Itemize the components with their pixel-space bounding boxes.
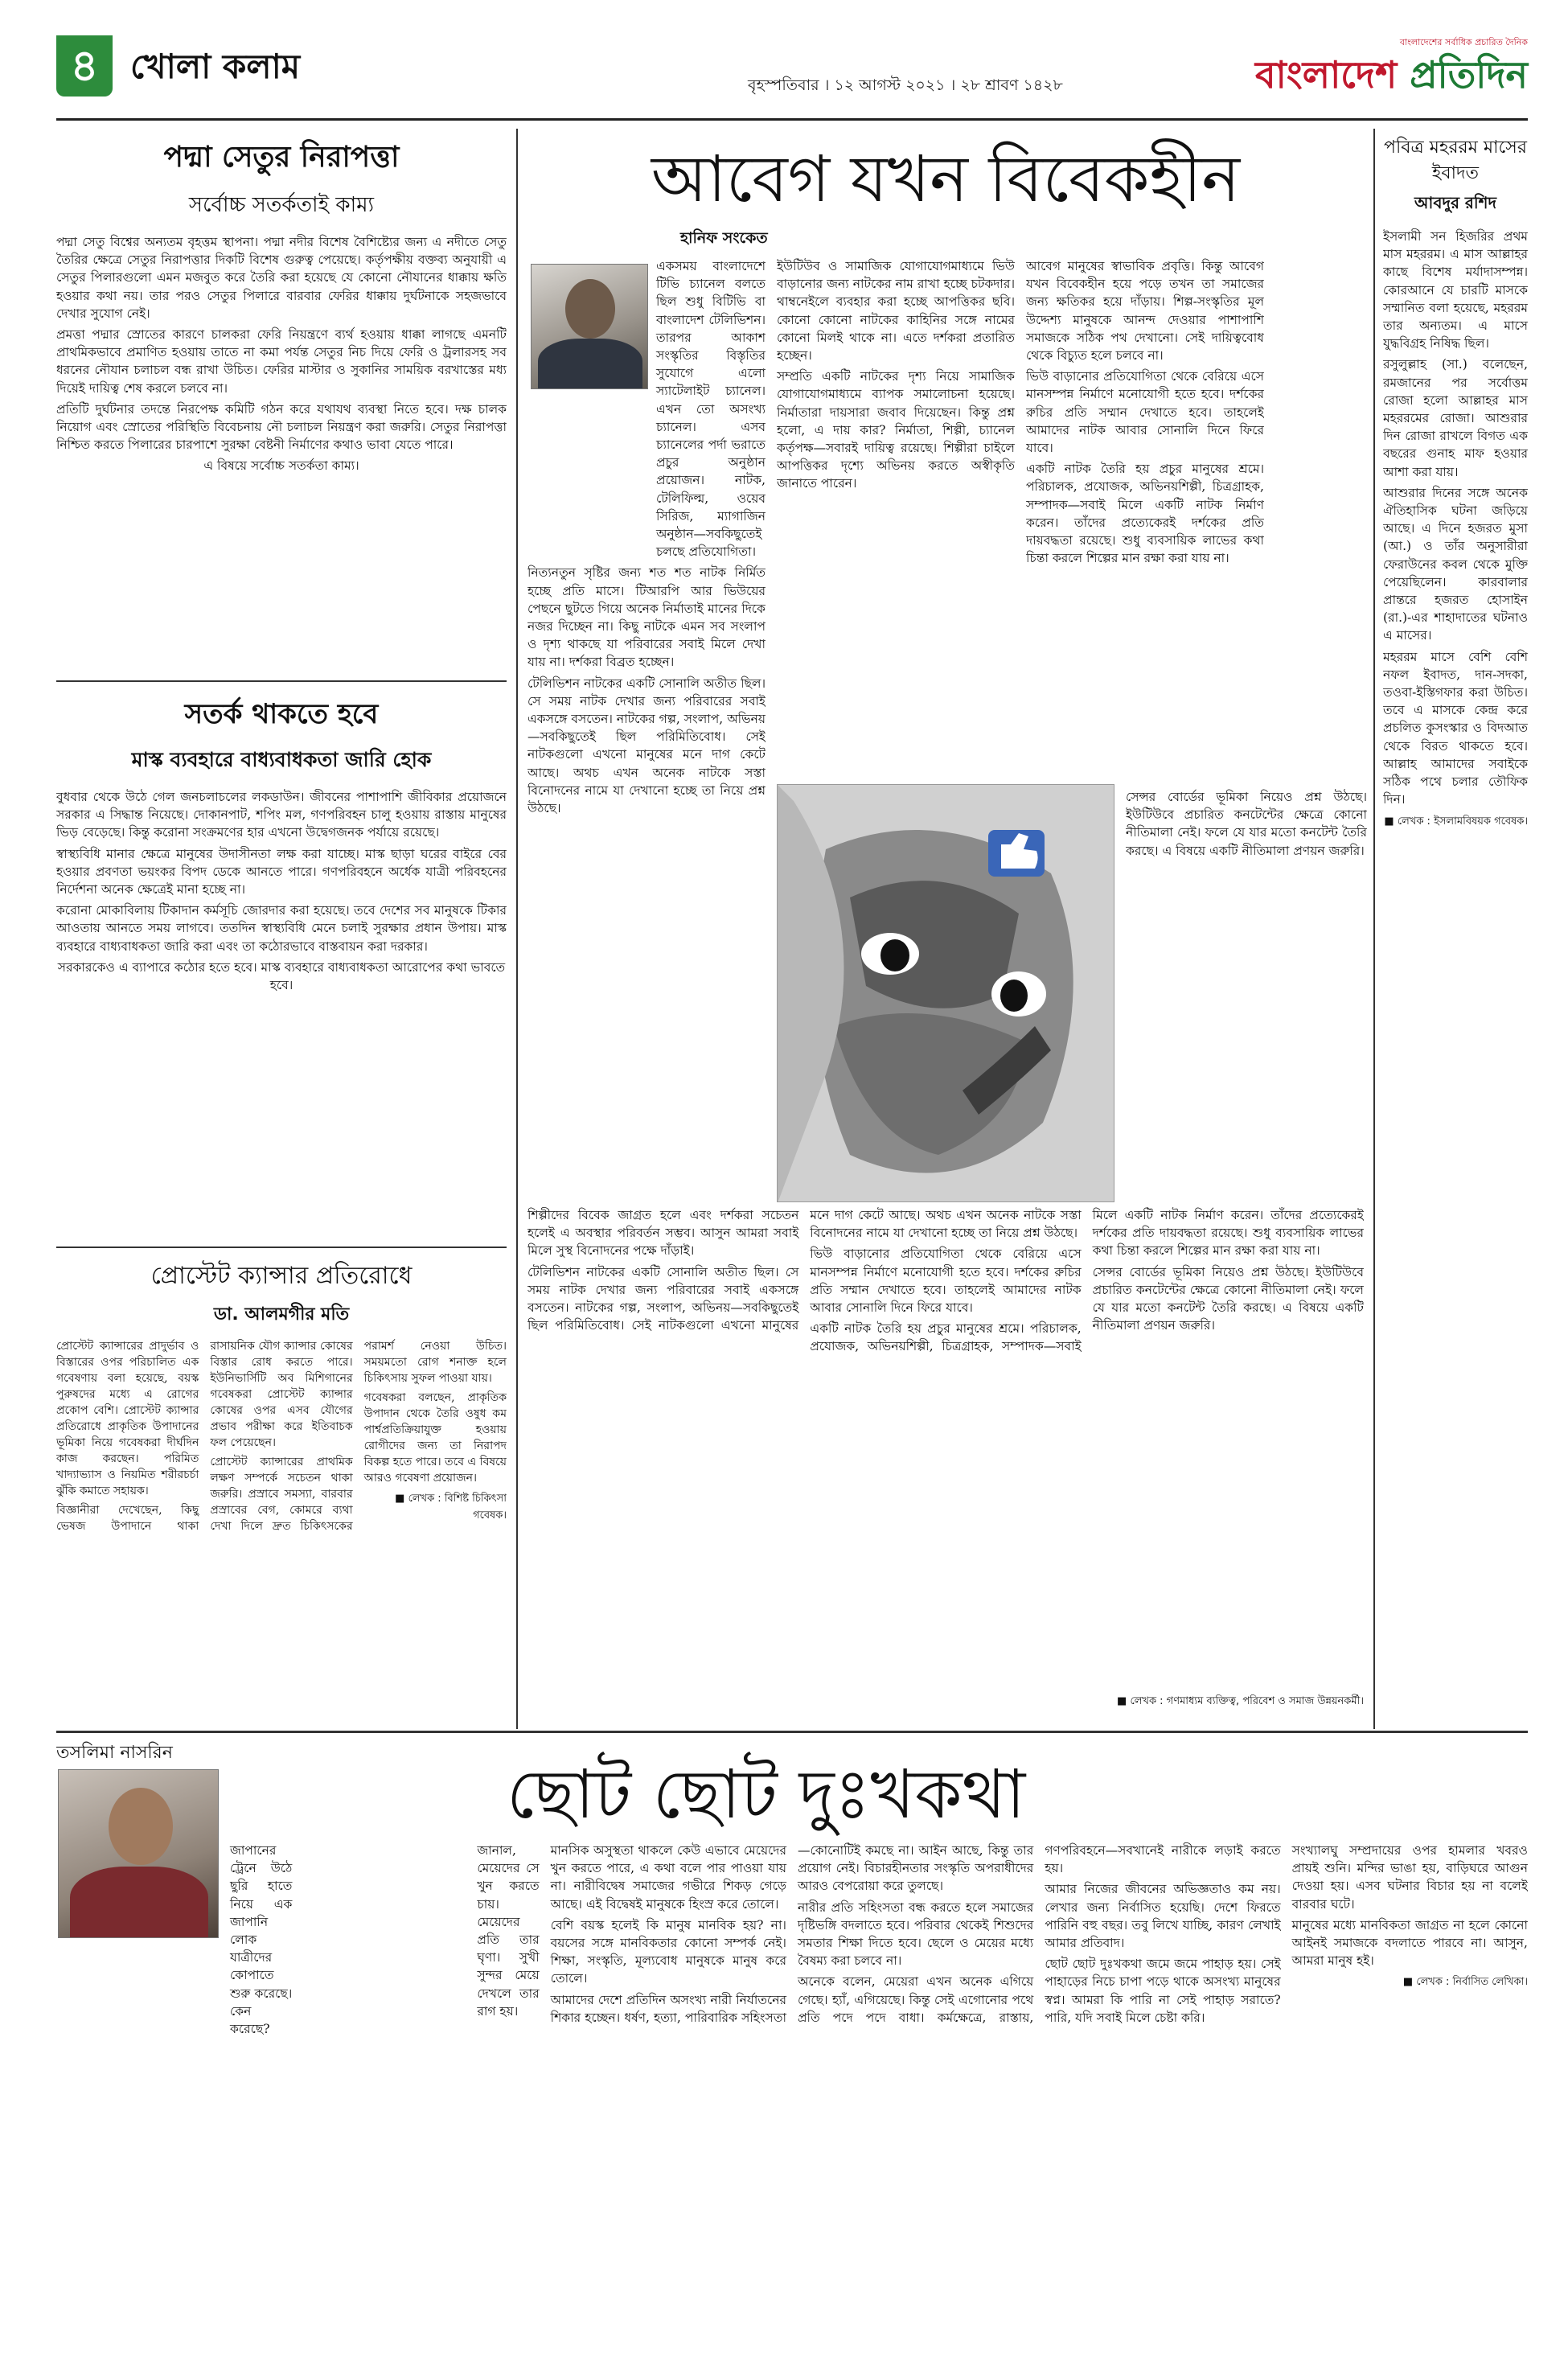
paragraph: নারীর প্রতি সহিংসতা বন্ধ করতে হলে সমাজের দৃষ্টিভঙ্গি বদলাতে হবে। পরিবার থেকেই শিশুদের সমতার শিক্ষা দিতে হবে। ছেলে ও মেয়ের মধ্যে বৈষম্য করা চলবে না। <box>797 1900 1034 1969</box>
main-article-col-5 <box>527 1206 1364 1721</box>
paragraph: স্বাস্থ্যবিধি মানার ক্ষেত্রে মানুষের উদাসীনতা লক্ষ করা যাচ্ছে। মাস্ক ছাড়া ঘরের বাইরে বের হওয়ার প্রবণতা ভয়ংকর বিপদ ডেকে আনতে পারে। গণপরিবহনে অর্ধেক যাত্রী পরিবহনের নির্দেশনা অনেক ক্ষেত্রেই মানা হচ্ছে না। <box>56 846 507 897</box>
author-footnote: ■ লেখক : বিশিষ্ট চিকিৎসা গবেষক। <box>395 1493 507 1522</box>
paragraph: মানসিক অসুস্থতা থাকলে কেউ এভাবে মেয়েদের খুন করতে পারে, এ কথা বলে পার পাওয়া যায় না। নারীবিদ্বেষ সমাজের গভীরে শিকড় গেড়ে আছে। এই বিদ্বেষই মানুষকে হিংস্র করে তোলে। <box>550 1843 786 1912</box>
paragraph: সংখ্যালঘু সম্প্রদায়ের ওপর হামলার খবরও প্রায়ই শুনি। মন্দির ভাঙা হয়, বাড়িঘরে আগুন দেওয়া হয়। এসব ঘটনার বিচার হয় না বলেই বারবার ঘটে। <box>1291 1843 1528 1912</box>
author-name: ডা. আলমগীর মতি <box>213 1304 350 1325</box>
main-article-title: আবেগ যখন বিবেকহীন <box>651 142 1241 216</box>
paragraph: বেশি বয়স্ক হলেই কি মানুষ মানবিক হয়? না। বয়সের সঙ্গে মানবিকতার কোনো সম্পর্ক নেই। শিক্ষা, সংস্কৃতি, মূল্যবোধ মানুষকে মানুষ করে তোলে। <box>550 1917 786 1986</box>
paragraph: একটি নাটক তৈরি হয় প্রচুর মানুষের শ্রমে। পরিচালক, প্রযোজক, অভিনয়শিল্পী, চিত্রগ্রাহক, সম্পাদক—সবাই মিলে একটি নাটক নির্মাণ করেন। তাঁদের প্রত্যেকেরই দর্শকের প্রতি দায়বদ্ধতা রয়েছে। শুধু ব্যবসায়িক লাভের কথা চিন্তা করলে শিল্পের মান রক্ষা করা যায় না। <box>810 1208 1364 1354</box>
article-title: প্রোস্টেট ক্যান্সার প্রতিরোধে <box>150 1262 413 1290</box>
logo-tagline: বাংলাদেশের সর্বাধিক প্রচারিত দৈনিক <box>1399 37 1528 47</box>
editorial-subtitle: মাস্ক ব্যবহারে বাধ্যবাধকতা জারি হোক <box>131 748 432 771</box>
paragraph: টেলিভিশন নাটকের একটি সোনালি অতীত ছিল। সে সময় নাটক দেখার জন্য পরিবারের সবাই একসঙ্গে বসতেন। নাটকের গল্প, সংলাপ, অভিনয়—সবকিছুতেই ছিল পরিমিতিবোধ। সেই নাটকগুলো এখনো মানুষের মনে দাগ কেটে আছে। অথচ এখন অনেক নাটকে সস্তা বিনোদনের নামে যা দেখানো হচ্ছে তা নিয়ে প্রশ্ন উঠছে। <box>527 1208 1082 1333</box>
page-number: ৪ <box>56 35 113 97</box>
main-article-col-2 <box>777 257 1015 772</box>
paragraph: আশুরার দিনের সঙ্গে অনেক ঐতিহাসিক ঘটনা জড়িয়ে আছে। এ দিনে হজরত মুসা (আ.) ও তাঁর অনুসারীরা ফেরাউনের কবল থেকে মুক্তি পেয়েছিলেন। কারবালার প্রান্তরে হজরত হোসাইন (রা.)-এর শাহাদাতের ঘটনাও এ মাসের। <box>1383 485 1528 643</box>
article-prostate <box>56 1256 507 1723</box>
paragraph: প্রোস্টেট ক্যান্সারের প্রাথমিক লক্ষণ সম্পর্কে সচেতন থাকা জরুরি। প্রস্রাবে সমস্যা, বারবার প্রস্রাবের বেগ, কোমরে ব্যথা দেখা দিলে দ্রুত চিকিৎসকের পরামর্শ নেওয়া উচিত। সময়মতো রোগ শনাক্ত হলে চিকিৎসায় সুফল পাওয়া যায়। <box>210 1340 507 1533</box>
divider <box>56 1247 507 1248</box>
article-sorrow-header <box>56 1739 1528 1843</box>
editorial-subtitle: সর্বোচ্চ সতর্কতাই কাম্য <box>188 193 375 217</box>
paragraph: প্রতিটি দুর্ঘটনার তদন্তে নিরপেক্ষ কমিটি গঠন করে যথাযথ ব্যবস্থা নিতে হবে। দক্ষ চালক নিয়োগ এবং স্রোতের পরিস্থিতি বিবেচনায় নৌ চলাচল নিয়ন্ত্রণ করা জরুরি। সেতুর নিরাপত্তা নিশ্চিত করতে পিলারের চারপাশে সুরক্ষা বেষ্টনী নির্মাণের কথাও ভাবা যেতে পারে। <box>56 401 507 453</box>
paragraph: সেন্সর বোর্ডের ভূমিকা নিয়েও প্রশ্ন উঠছে। ইউটিউবে প্রচারিত কনটেন্টের ক্ষেত্রে কোনো নীতিমালা নেই। ফলে যে যার মতো কনটেন্ট তৈরি করছে। এ বিষয়ে একটি নীতিমালা প্রণয়ন জরুরি। <box>1092 1264 1364 1333</box>
paragraph: টেলিভিশন নাটকের একটি সোনালি অতীত ছিল। সে সময় নাটক দেখার জন্য পরিবারের সবাই একসঙ্গে বসতেন। নাটকের গল্প, সংলাপ, অভিনয়—সবকিছুতেই ছিল পরিমিতিবোধ। সেই নাটকগুলো এখনো মানুষের মনে দাগ কেটে আছে। অথচ এখন অনেক নাটকে সস্তা বিনোদনের নামে যা দেখানো হচ্ছে তা নিয়ে প্রশ্ন উঠছে। <box>527 676 766 816</box>
paragraph: একসময় বাংলাদেশে টিভি চ্যানেল বলতে ছিল শুধু বিটিভি বা বাংলাদেশ টেলিভিশন। তারপর আকাশ সংস্কৃতির বিস্তৃতির সুযোগে এলো স্যাটেলাইট চ্যানেল। এখন তো অসংখ্য চ্যানেল। এসব চ্যানেলের পর্দা ভরাতে প্রচুর অনুষ্ঠান প্রয়োজন। নাটক, টেলিফিল্ম, ওয়েব সিরিজ, ম্যাগাজিন অনুষ্ঠান—সবকিছুতেই চলছে প্রতিযোগিতা। <box>656 259 766 560</box>
article-title: ছোট ছোট দুঃখকথা <box>507 1755 1026 1834</box>
paragraph: আমার নিজের জীবনের অভিজ্ঞতাও কম নয়। লেখার জন্য নির্বাসিত হয়েছি। দেশে ফিরতে পারিনি বহু বছর। তবু লিখে যাচ্ছি, কারণ লেখাই আমার প্রতিবাদ। <box>1045 1882 1281 1951</box>
divider <box>56 680 507 682</box>
paragraph: আবেগ মানুষের স্বাভাবিক প্রবৃত্তি। কিন্তু আবেগ যখন বিবেকহীন হয়ে পড়ে তখন তা সমাজের জন্য ক্ষতিকর হয়ে দাঁড়ায়। শিল্প-সংস্কৃতির মূল উদ্দেশ্য মানুষকে আনন্দ দেওয়ার পাশাপাশি সমাজকে সঠিক পথ দেখানো। সেই দায়িত্ববোধ থেকে বিচ্যুত হলে চলবে না। <box>1026 259 1264 363</box>
editorial-title: সতর্ক থাকতে হবে <box>184 698 379 730</box>
paragraph: সম্প্রতি একটি নাটকের দৃশ্য নিয়ে সামাজিক যোগাযোগমাধ্যমে ব্যাপক সমালোচনা হয়েছে। নির্মাতারা দায়সারা জবাব দিয়েছেন। কিন্তু প্রশ্ন হলো, এ দায় কার? নির্মাতা, শিল্পী, চ্যানেল কর্তৃপক্ষ—সবারই দায়িত্ব রয়েছে। শিল্পীরা চাইলে আপত্তিকর দৃশ্যে অভিনয় করতে অস্বীকৃতি জানাতে পারেন। <box>777 369 1015 491</box>
editorial-title: পদ্মা সেতুর নিরাপত্তা <box>163 141 400 174</box>
paragraph: প্রমত্তা পদ্মার স্রোতের কারণে চালকরা ফেরি নিয়ন্ত্রণে ব্যর্থ হওয়ায় ধাক্কা লাগছে এমনটি প্রাথমিকভাবে প্রমাণিত হওয়ায় তাতে না কমা পর্যন্ত সেতুর নিচ দিয়ে ফেরি ও ট্রলারসহ সব ধরনের নৌযান চলাচল বন্ধ রাখা উচিত। ফেরির মাস্টার ও সুকানির সাময়িক বরখাস্তের মধ্য দিয়েই দায়িত্ব শেষ করলে চলবে না। <box>56 327 507 396</box>
paragraph: জাপানের ট্রেনে উঠে ছুরি হাতে নিয়ে এক জাপানি লোক যাত্রীদের কোপাতে শুরু করেছে। কেন করেছে? জানাল, মেয়েদের সে খুন করতে চায়। মেয়েদের প্রতি তার ঘৃণা। সুখী সুন্দর মেয়ে দেখলে তার রাগ হয়। <box>230 1843 540 2037</box>
paragraph: নিত্যনতুন সৃষ্টির জন্য শত শত নাটক নির্মিত হচ্ছে প্রতি মাসে। টিআরপি আর ভিউয়ের পেছনে ছুটতে গিয়ে অনেক নির্মাতাই মানের দিকে নজর দিচ্ছেন না। কিছু নাটকে এমন সব সংলাপ ও দৃশ্য থাকছে যা পরিবারের সবাই মিলে দেখা যায় না। দর্শকরা বিব্রত হচ্ছেন। <box>527 565 766 670</box>
masthead <box>56 32 1528 121</box>
paragraph: বুধবার থেকে উঠে গেল জনচলাচলের লকডাউন। জীবনের পাশাপাশি জীবিকার প্রয়োজনে সরকার এ সিদ্ধান্ত নিয়েছে। দোকানপাট, শপিং মল, গণপরিবহন চালু হওয়ায় রাস্তায় মানুষের ভিড় বেড়েছে। কিন্তু করোনা সংক্রমণের হার এখনো উদ্বেগজনক পর্যায়ে রয়েছে। <box>56 790 507 840</box>
paragraph: ভিউ বাড়ানোর প্রতিযোগিতা থেকে বেরিয়ে এসে মানসম্পন্ন নির্মাণে মনোযোগী হতে হবে। দর্শকের রুচির প্রতি সম্মান দেখাতে হবে। তাহলেই আমাদের নাটক আবার সোনালি দিনে ফিরে যাবে। <box>1026 369 1264 456</box>
newspaper-logo[interactable] <box>1255 35 1528 99</box>
paragraph: অনেকে বলেন, মেয়েরা এখন অনেক এগিয়ে গেছে। হ্যাঁ, এগিয়েছে। কিন্তু সেই এগোনোর পথে প্রতি পদে পদে বাধা। কর্মক্ষেত্রে, রাস্তায়, গণপরিবহনে—সবখানেই নারীকে লড়াই করতে হয়। <box>797 1843 1281 2025</box>
paragraph: সরকারকেও এ ব্যাপারে কঠোর হতে হবে। মাস্ক ব্যবহারে বাধ্যবাধকতা আরোপের কথা ভাবতে হবে। <box>57 959 506 993</box>
column-divider <box>516 129 518 1729</box>
main-article-col-3 <box>1026 257 1264 772</box>
paragraph: মহররম মাসে বেশি বেশি নফল ইবাদত, দান-সদকা, তওবা-ইস্তিগফার করা উচিত। তবে এ মাসকে কেন্দ্র করে প্রচলিত কুসংস্কার ও বিদআত থেকে বিরত থাকতে হবে। আল্লাহ আমাদের সবাইকে সঠিক পথে চলার তৌফিক দিন। <box>1383 649 1528 807</box>
main-article-col-1 <box>527 257 766 1062</box>
paragraph: আমাদের দেশে প্রতিদিন অসংখ্য নারী নির্যাতনের শিকার হচ্ছেন। ধর্ষণ, হত্যা, পারিবারিক সহিংসতা—কোনোটিই কমছে না। আইন আছে, কিন্তু তার প্রয়োগ নেই। বিচারহীনতার সংস্কৃতি অপরাধীদের আরও বেপরোয়া করে তুলছে। <box>550 1843 1034 2025</box>
editorial-padma <box>56 135 507 674</box>
paragraph: বিজ্ঞানীরা দেখেছেন, কিছু ভেষজ উপাদানে থাকা রাসায়নিক যৌগ ক্যান্সার কোষের বিস্তার রোধ করতে পারে। ইউনিভার্সিটি অব মিশিগানের গবেষকরা প্রোস্টেট ক্যান্সার কোষের ওপর এসব যৌগের প্রভাব পরীক্ষা করে ইতিবাচক ফল পেয়েছেন। <box>56 1340 353 1533</box>
section-title: খোলা কলাম <box>130 47 301 86</box>
paragraph: ইউটিউব ও সামাজিক যোগাযোগমাধ্যমে ভিউ বাড়ানোর জন্য নাটকের নাম রাখা হচ্ছে চটকদার। থাম্বনেইলে ব্যবহার করা হচ্ছে আপত্তিকর ছবি। কোনো কোনো নাটকের কাহিনির সঙ্গে নামের কোনো মিলই থাকে না। এতে দর্শকরা প্রতারিত হচ্ছেন। <box>777 259 1015 363</box>
paragraph: প্রোস্টেট ক্যান্সারের প্রাদুর্ভাব ও বিস্তারের ওপর পরিচালিত এক গবেষণায় বলা হয়েছে, বয়স্ক পুরুষদের মধ্যে এ রোগের প্রকোপ বেশি। প্রোস্টেট ক্যান্সার প্রতিরোধে প্রাকৃতিক উপাদানের ভূমিকা নিয়ে গবেষকরা দীর্ঘদিন কাজ করছেন। পরিমিত খাদ্যাভ্যাস ও নিয়মিত শরীরচর্চা ঝুঁকি কমাতে সহায়ক। <box>56 1340 199 1497</box>
article-sorrow-body <box>56 1842 1528 2364</box>
paragraph: পদ্মা সেতু বিশ্বের অন্যতম বৃহত্তম স্থাপনা। পদ্মা নদীর বিশেষ বৈশিষ্ট্যের জন্য এ নদীতে সেতু তৈরির ক্ষেত্রে সেতুর নিরাপত্তার দিকটি বিশেষ গুরুত্ব পেয়েছে। কর্তৃপক্ষীয় বক্তব্য অনুযায়ী এ সেতুর পিলারগুলো এমন মজবুত করে তৈরি করা হয়েছে যে কোনো নৌযানের ধাক্কায় ক্ষতি হওয়ার কথা নয়। তার পরও সেতুর পিলারে বারবার ফেরির ধাক্কায় দুর্ঘটনাকে সহজভাবে দেখার সুযোগ নেই। <box>56 235 507 321</box>
main-article-header <box>527 135 1364 248</box>
article-muharram <box>1383 135 1528 1727</box>
author-footnote: ■ লেখক : নির্বাসিত লেখিকা। <box>1402 1976 1528 1989</box>
author-name: হানিফ সংকেত <box>680 229 768 247</box>
author-footnote: ■ লেখক : গণমাধ্যম ব্যক্তিত্ব, পরিবেশ ও সমাজ উন্নয়নকর্মী। <box>1117 1695 1364 1707</box>
author-name: তসলিমা নাসরিন <box>56 1743 173 1763</box>
paragraph: মানুষের মধ্যে মানবিকতা জাগ্রত না হলে কোনো আইনই সমাজকে বদলাতে পারবে না। আসুন, আমরা মানুষ হই। <box>1291 1917 1528 1969</box>
paragraph: ভিউ বাড়ানোর প্রতিযোগিতা থেকে বেরিয়ে এসে মানসম্পন্ন নির্মাণে মনোযোগী হতে হবে। দর্শকের রুচির প্রতি সম্মান দেখাতে হবে। তাহলেই আমাদের নাটক আবার সোনালি দিনে ফিরে যাবে। <box>810 1247 1082 1316</box>
author-name: আবদুর রশিদ <box>1414 193 1496 212</box>
paragraph: সেন্সর বোর্ডের ভূমিকা নিয়েও প্রশ্ন উঠছে। ইউটিউবে প্রচারিত কনটেন্টের ক্ষেত্রে কোনো নীতিমালা নেই। ফলে যে যার মতো কনটেন্ট তৈরি করছে। এ বিষয়ে একটি নীতিমালা প্রণয়ন জরুরি। <box>1126 790 1367 858</box>
paragraph: ইসলামী সন হিজরির প্রথম মাস মহররম। এ মাস আল্লাহর কাছে বিশেষ মর্যাদাসম্পন্ন। কোরআনে যে চারটি মাসকে সম্মানিত বলা হয়েছে, মহররম তার অন্যতম। এ মাসে যুদ্ধবিগ্রহ নিষিদ্ধ ছিল। <box>1383 229 1528 351</box>
paragraph: শিল্পীদের বিবেক জাগ্রত হলে এবং দর্শকরা সচেতন হলেই এ অবস্থার পরিবর্তন সম্ভব। আসুন আমরা সবাই মিলে সুস্থ বিনোদনের পক্ষে দাঁড়াই। <box>527 1208 799 1259</box>
paragraph: ছোট ছোট দুঃখকথা জমে জমে পাহাড় হয়। সেই পাহাড়ের নিচে চাপা পড়ে থাকে অসংখ্য মানুষের স্বপ্ন। আমরা কি পারি না সেই পাহাড় সরাতে? পারি, যদি সবাই মিলে চেষ্টা করি। <box>1045 1957 1281 2025</box>
divider <box>56 1731 1528 1733</box>
main-article-col-4 <box>1126 788 1367 1271</box>
editorial-mask <box>56 693 507 1240</box>
paragraph: রসুলুল্লাহ (সা.) বলেছেন, রমজানের পর সর্বোত্তম রোজা হলো আল্লাহর মাস মহররমের রোজা। আশুরার দিন রোজা রাখলে বিগত এক বছরের গুনাহ মাফ হওয়ার আশা করা যায়। <box>1383 357 1528 479</box>
paragraph: করোনা মোকাবিলায় টিকাদান কর্মসূচি জোরদার করা হয়েছে। তবে দেশের সব মানুষকে টিকার আওতায় আনতে সময় লাগবে। ততদিন স্বাস্থ্যবিধি মেনে চলাই সুরক্ষার প্রধান উপায়। মাস্ক ব্যবহারে বাধ্যবাধকতা জারি করা এবং তা কঠোরভাবে বাস্তবায়ন করা দরকার। <box>56 903 507 954</box>
logo-wordmark: বাংলাদেশ প্রতিদিন <box>1254 53 1528 97</box>
article-title: পবিত্র মহররম মাসের ইবাদত <box>1384 138 1527 183</box>
column-divider <box>1373 129 1375 1729</box>
date-line: বৃহস্পতিবার । ১২ আগস্ট ২০২১ । ২৮ শ্রাবণ ১৪২৮ <box>748 76 1063 94</box>
paragraph: একটি নাটক তৈরি হয় প্রচুর মানুষের শ্রমে। পরিচালক, প্রযোজক, অভিনয়শিল্পী, চিত্রগ্রাহক, সম্পাদক—সবাই মিলে একটি নাটক নির্মাণ করেন। তাঁদের প্রত্যেকেরই দর্শকের প্রতি দায়বদ্ধতা রয়েছে। শুধু ব্যবসায়িক লাভের কথা চিন্তা করলে শিল্পের মান রক্ষা করা যায় না। <box>1026 462 1264 566</box>
paragraph: গবেষকরা বলছেন, প্রাকৃতিক উপাদান থেকে তৈরি ওষুধ কম পার্শ্বপ্রতিক্রিয়াযুক্ত হওয়ায় রোগীদের জন্য তা নিরাপদ বিকল্প হতে পারে। তবে এ বিষয়ে আরও গবেষণা প্রয়োজন। <box>363 1391 507 1485</box>
illustration-faces <box>777 784 1114 1202</box>
paragraph: এ বিষয়ে সর্বোচ্চ সতর্কতা কাম্য। <box>203 458 359 474</box>
author-footnote: ■ লেখক : ইসলামবিষয়ক গবেষক। <box>1384 815 1528 828</box>
